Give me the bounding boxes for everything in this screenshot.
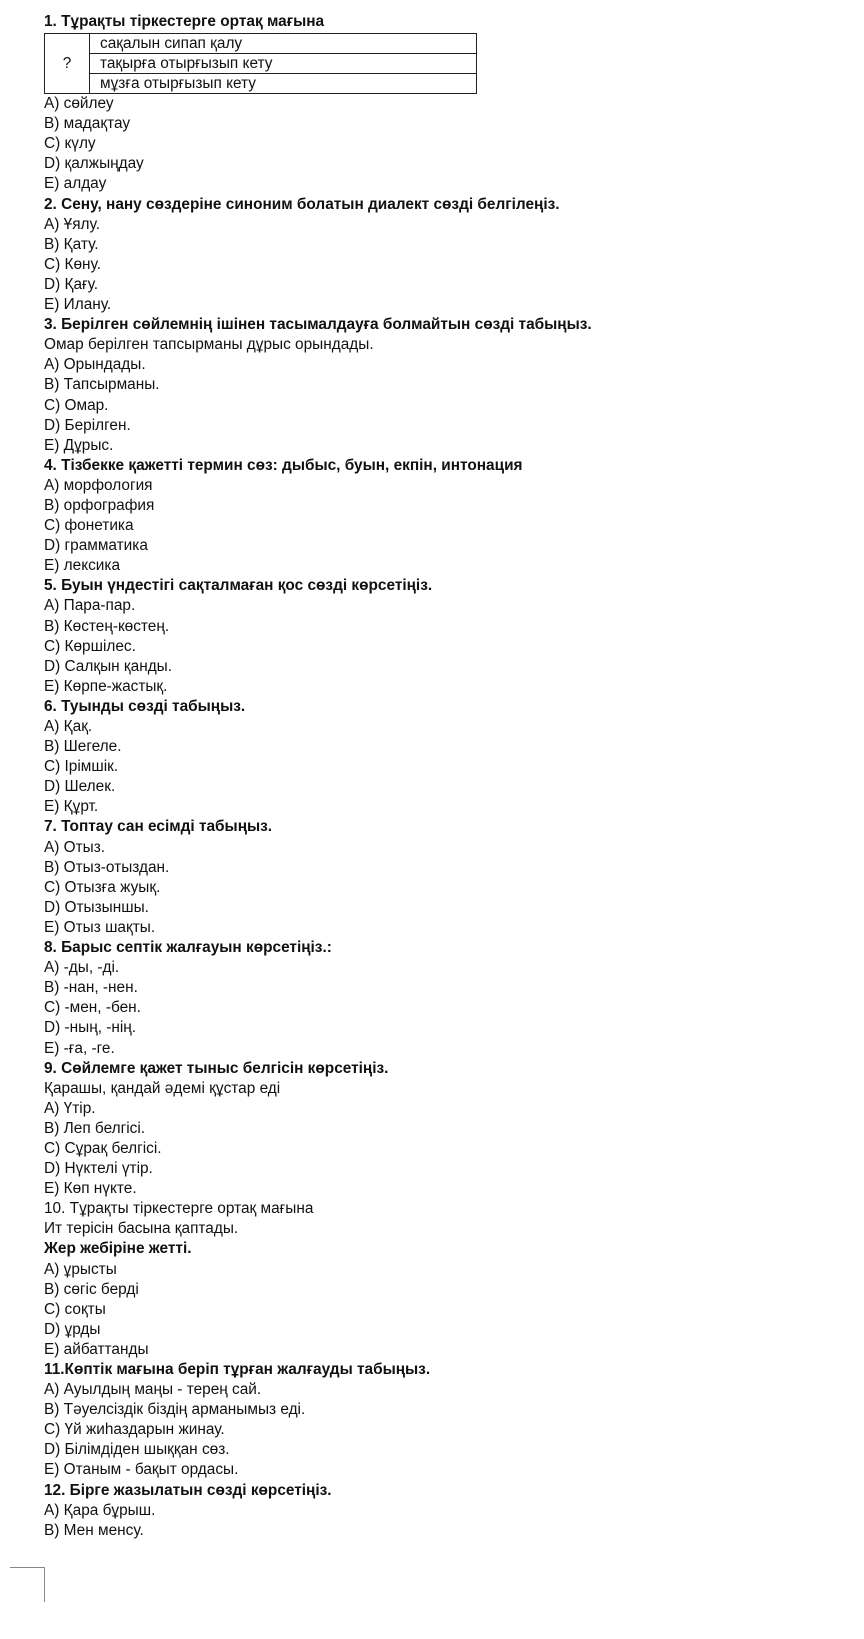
answer-option: D) Нүктелі үтір.	[44, 1160, 153, 1178]
answer-option: Е) алдау	[44, 175, 107, 193]
answer-option: В) орфография	[44, 496, 155, 514]
document	[44, 12, 844, 1541]
question-2	[44, 195, 844, 316]
question-title: 11.Көптік мағына беріп тұрған жалғауды табыңыз.	[44, 1361, 431, 1378]
question-7	[44, 817, 844, 938]
answer-option: А) Қара бұрыш.	[44, 1501, 156, 1519]
question-6	[44, 697, 844, 818]
answer-option: Е) лексика	[44, 557, 121, 575]
question-8	[44, 938, 844, 1059]
answer-option: D) Білімдіден шыққан сөз.	[44, 1441, 230, 1459]
answer-option: А) Отыз.	[44, 838, 106, 856]
example-sentence: Қарашы, қандай әдемі құстар еді	[44, 1079, 281, 1097]
answer-option: С) Көну.	[44, 255, 101, 273]
answer-option: С) күлу	[44, 135, 96, 153]
answer-option: В) Отыз-отыздан.	[44, 858, 170, 876]
answer-option: В) мадақтау	[44, 115, 131, 133]
answer-option: Е) Илану.	[44, 296, 112, 314]
answer-option: С) Омар.	[44, 396, 109, 414]
idiom-cell: мұзға отырғызып кету	[90, 74, 477, 94]
answer-option: Е) айбаттанды	[44, 1340, 149, 1358]
answer-option: Е) Көп нүкте.	[44, 1180, 137, 1198]
answer-option: D) -ның, -нің.	[44, 1019, 137, 1037]
example-sentence: Ит терісін басына қаптады.	[44, 1220, 239, 1238]
answer-option: А) Үтір.	[44, 1099, 96, 1117]
answer-option: А) ұрысты	[44, 1260, 117, 1278]
answer-option: А) сөйлеу	[44, 95, 114, 113]
question-5	[44, 576, 844, 697]
answer-option: В) Тапсырманы.	[44, 376, 160, 394]
answer-option: С) Сұрақ белгісі.	[44, 1139, 162, 1157]
question-12	[44, 1481, 844, 1541]
question-title: 10. Тұрақты тіркестерге ортақ мағына	[44, 1200, 314, 1218]
answer-option: D) Отызыншы.	[44, 898, 149, 916]
answer-option: D) Қағу.	[44, 275, 99, 293]
answer-option: С) Ірімшік.	[44, 758, 119, 776]
question-title: 2. Сену, нану сөздеріне синоним болатын диалект сөзді белгілеңіз.	[44, 195, 560, 213]
answer-option: В) Қату.	[44, 235, 99, 253]
answer-option: Е) Көрпе-жастық.	[44, 677, 168, 695]
answer-option: Е) Құрт.	[44, 798, 99, 816]
answer-option: А) Пара-пар.	[44, 597, 136, 615]
answer-option: В) -нан, -нен.	[44, 979, 138, 997]
unknown-mark: ?	[45, 34, 90, 94]
answer-option: D) грамматика	[44, 537, 148, 555]
page-corner-mark	[10, 1567, 45, 1602]
question-title: 3. Берілген сөйлемнің ішінен тасымалдауға болмайтын сөзді табыңыз.	[44, 316, 592, 334]
answer-option: D) Шелек.	[44, 778, 116, 796]
answer-option: В) Көстең-көстең.	[44, 617, 170, 635]
answer-option: В) Тәуелсіздік біздің арманымыз еді.	[44, 1401, 306, 1419]
example-sentence: Омар берілген тапсырманы дұрыс орындады.	[44, 336, 374, 354]
answer-option: А) Ауылдың маңы - терең сай.	[44, 1381, 262, 1399]
answer-option: С) фонетика	[44, 517, 134, 535]
question-title: 5. Буын үндестігі сақталмаған қос сөзді көрсетіңіз.	[44, 577, 433, 595]
answer-option: С) Отызға жуық.	[44, 878, 161, 896]
answer-option: С) Үй жиһаздарын жинау.	[44, 1421, 225, 1439]
answer-option: А) морфология	[44, 476, 153, 494]
answer-option: С) Көршілес.	[44, 637, 136, 655]
question-4	[44, 456, 844, 577]
answer-option: А) Қақ.	[44, 718, 93, 735]
idiom-cell: сақалын сипап қалу	[90, 34, 477, 54]
answer-option: Е) Отыз шақты.	[44, 918, 156, 936]
answer-option: Е) -ға, -ге.	[44, 1039, 115, 1057]
answer-option: D) Берілген.	[44, 416, 131, 434]
answer-option: А) Орындады.	[44, 356, 146, 374]
question-title: 12. Бірге жазылатын сөзді көрсетіңіз.	[44, 1481, 332, 1499]
question-3	[44, 315, 844, 456]
answer-option: D) қалжыңдау	[44, 155, 144, 173]
question-title: 6. Туынды сөзді табыңыз.	[44, 697, 246, 715]
answer-option: В) Шегеле.	[44, 738, 122, 756]
answer-option: D) Салқын қанды.	[44, 657, 173, 675]
question-title: 9. Сөйлемге қажет тыныс белгісін көрсетіңіз.	[44, 1059, 389, 1077]
answer-option: А) Ұялу.	[44, 215, 100, 233]
answer-option: Е) Отаным - бақыт ордасы.	[44, 1461, 239, 1479]
answer-option: В) сөгіс берді	[44, 1280, 139, 1298]
question-1	[44, 12, 844, 195]
answer-option: С) соқты	[44, 1300, 106, 1318]
question-9	[44, 1059, 844, 1200]
idiom-cell: тақырға отырғызып кету	[90, 54, 477, 74]
answer-option: Е) Дұрыс.	[44, 436, 114, 454]
answer-option: С) -мен, -бен.	[44, 999, 141, 1017]
question-title: 1. Тұрақты тіркестерге ортақ мағына	[44, 13, 325, 30]
example-sentence-bold: Жер жебіріне жетті.	[44, 1240, 192, 1258]
question-title: 8. Барыс септік жалғауын көрсетіңіз.:	[44, 939, 332, 957]
question-title: 7. Топтау сан есімді табыңыз.	[44, 818, 273, 836]
question-title: 4. Тізбекке қажетті термин сөз: дыбыс, буын, екпін, интонация	[44, 456, 523, 474]
answer-option: В) Мен менсу.	[44, 1521, 144, 1539]
answer-option: В) Леп белгісі.	[44, 1119, 146, 1137]
answer-option: А) -ды, -ді.	[44, 959, 120, 977]
idiom-table	[44, 33, 477, 94]
answer-option: D) ұрды	[44, 1320, 101, 1338]
question-10	[44, 1199, 844, 1360]
question-11	[44, 1360, 844, 1481]
